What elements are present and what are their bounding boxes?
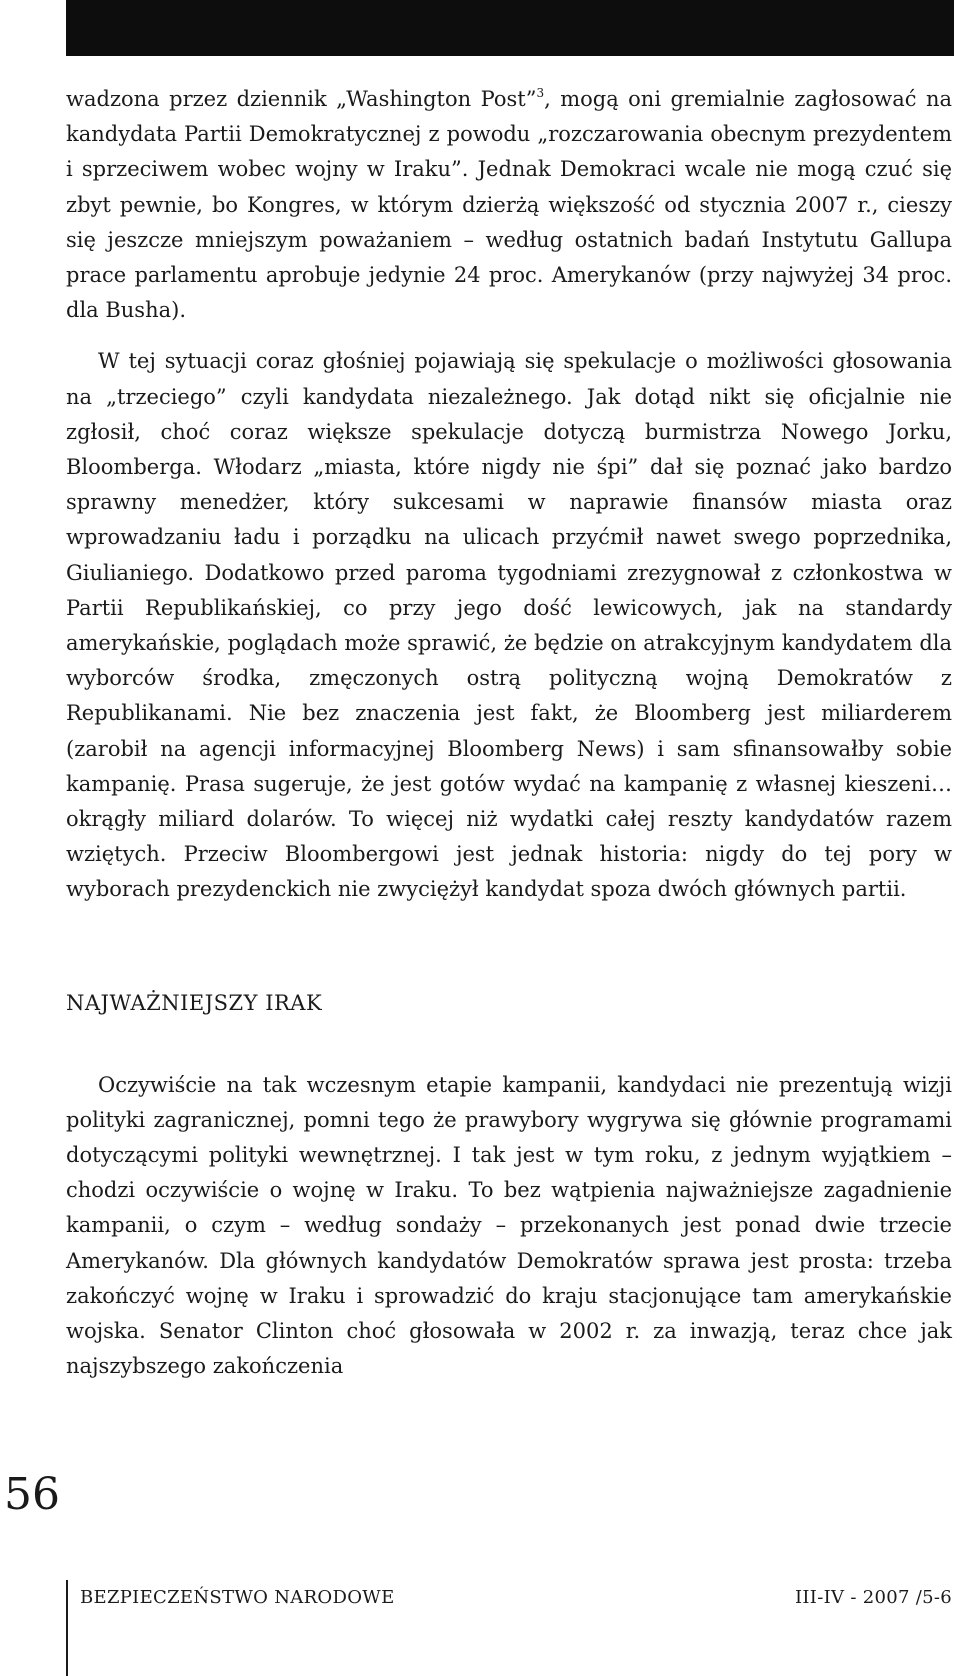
page-number: 56 bbox=[4, 1469, 60, 1520]
section-heading: NAJWAŻNIEJSZY IRAK bbox=[66, 990, 323, 1015]
journal-title: BEZPIECZEŃSTWO NARODOWE bbox=[80, 1587, 395, 1608]
paragraph-1 bbox=[66, 82, 952, 328]
footer-divider bbox=[66, 1580, 68, 1676]
page-body bbox=[66, 82, 952, 1385]
paragraph-3: Oczywiście na tak wczesnym etapie kampanii, kandydaci nie prezentują wizji polityki zagranicznej, pomni tego że prawybory wygrywa się głównie programami dotyczącymi polityki wewnętrznej. I tak jest w tym roku, z jednym wyjątkiem – chodzi oczywiście o wojnę w Iraku. To bez wątpienia najważniejsze zagadnienie kampanii, o czym – według sondaży – przekonanych jest ponad dwie trzecie Amerykanów. Dla głównych kandydatów Demokratów sprawa jest prosta: trzeba zakończyć wojnę w Iraku i sprowadzić do kraju stacjonujące tam amerykańskie wojska. Senator Clinton choć głosowała w 2002 r. za inwazją, teraz chce jak najszybszego zakończenia bbox=[66, 1072, 952, 1379]
paragraph-2: W tej sytuacji coraz głośniej pojawiają się spekulacje o możliwości głosowania na „trzeciego” czyli kandydata niezależnego. Jak dotąd nikt się oficjalnie nie zgłosił, choć coraz większe spekulacje dotyczą burmistrza Nowego Jorku, Bloomberga. Włodarz „miasta, które nigdy nie śpi” dał się poznać jako bardzo sprawny menedżer, który sukcesami w naprawie finansów miasta oraz wprowadzaniu ładu i porządku na ulicach przyćmił nawet swego poprzednika, Giulianiego. Dodatkowo przed paroma tygodniami zrezygnował z członkostwa w Partii Republikańskiej, co przy jego dość lewicowych, jak na standardy amerykańskie, poglądach może sprawić, że będzie on atrakcyjnym kandydatem dla wyborców środka, zmęczonych ostrą polityczną wojną Demokratów z Republikanami. Nie bez znaczenia jest fakt, że Bloomberg jest miliarderem (zarobił na agencji informacyjnej Bloomberg News) i sam sfinansowałby sobie kampanię. Prasa sugeruje, że jest gotów wydać na kampanię z własnej kieszeni… okrągły miliard dolarów. To więcej niż wydatki całej reszty kandydatów razem wziętych. Przeciw Bloombergowi jest jednak historia: nigdy do tej pory w wyborach prezydenckich nie zwyciężył kandydat spoza dwóch głównych partii. bbox=[66, 349, 952, 902]
issue-number: III-IV - 2007 /5-6 bbox=[794, 1587, 952, 1608]
paragraph-1-rest: , mogą oni gremialnie zagłosować na kandydata Partii Demokratycznej z powodu „rozczarowania obecnym prezydentem i sprzeciwem wobec wojny w Iraku”. Jednak Demokraci wcale nie mogą czuć się zbyt pewnie, bo Kongres, w którym dzierżą większość od stycznia 2007 r., cieszy się jeszcze mniejszym poważaniem – według ostatnich badań Instytutu Gallupa prace parlamentu aprobuje jedynie 24 proc. Amerykanów (przy najwyżej 34 proc. dla Busha). bbox=[66, 87, 952, 323]
footnote-reference[interactable]: 3 bbox=[536, 86, 545, 100]
paragraph-1-start: wadzona przez dziennik „Washington Post” bbox=[66, 87, 537, 111]
header-bar bbox=[66, 0, 954, 56]
